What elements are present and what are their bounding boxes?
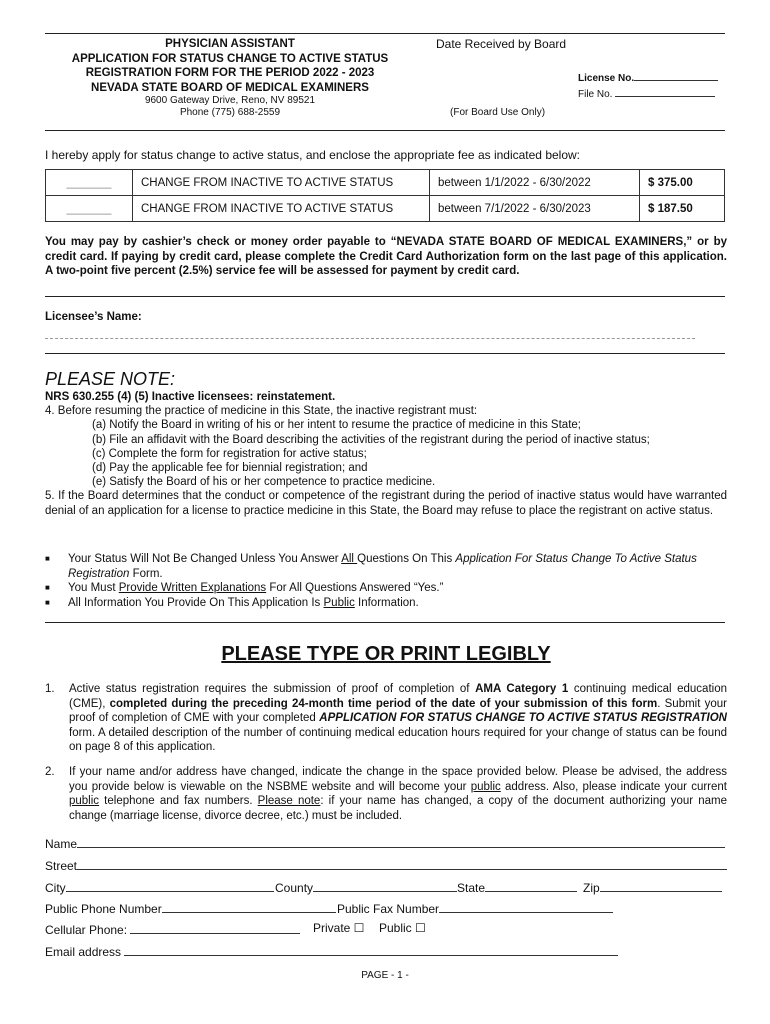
note-item-4: 4. Before resuming the practice of medicine in this State, the inactive registrant must: bbox=[45, 405, 478, 418]
board-use-only-note: (For Board Use Only) bbox=[450, 107, 546, 118]
bullet-square-icon: ■ bbox=[45, 583, 50, 592]
list-item: ■ You Must Provide Written Explanations For All Questions Answered “Yes.” bbox=[45, 582, 444, 594]
city-field[interactable]: City bbox=[45, 879, 274, 895]
date-received-label: Date Received by Board bbox=[436, 37, 567, 51]
fee-checkbox-blank[interactable]: _______ bbox=[46, 170, 133, 196]
zip-input[interactable] bbox=[600, 879, 722, 892]
list-item: ■ Your Status Will Not Be Changed Unless You Answer All Questions On This Application For Status Change To Active Status Registration Form. bbox=[45, 553, 697, 580]
county-input[interactable] bbox=[313, 879, 457, 892]
state-input[interactable] bbox=[485, 879, 577, 892]
print-legibly-title: PLEASE TYPE OR PRINT LEGIBLY bbox=[221, 643, 551, 665]
board-address: 9600 Gateway Drive, Reno, NV 89521 bbox=[144, 95, 316, 106]
header-title-line-4: NEVADA STATE BOARD OF MEDICAL EXAMINERS bbox=[91, 81, 369, 94]
name-field[interactable]: Name bbox=[45, 835, 725, 851]
form-header bbox=[45, 37, 415, 119]
cellular-phone-input[interactable] bbox=[130, 921, 300, 934]
public-checkbox[interactable]: Public ☐ bbox=[379, 921, 426, 935]
fee-row bbox=[46, 196, 725, 222]
note-subitem: (c) Complete the form for registration for active status; bbox=[92, 447, 367, 460]
fee-description: CHANGE FROM INACTIVE TO ACTIVE STATUS bbox=[133, 170, 430, 196]
instruction-item-1: 1. Active status registration requires the submission of proof of completion of AMA Category 1 continuing medical education (CME), completed during the preceding 24-month time period of the date of your submission of this form. Submit your proof of completion of CME with your completed APPLICATION FOR STATUS CHANGE TO ACTIVE STATUS REGISTRATION form. A detailed description of the number of continuing medical education hours required for your change of status can be found on page 8 of this application. bbox=[45, 683, 728, 753]
county-field[interactable]: County bbox=[275, 879, 457, 895]
header-title-line-3: REGISTRATION FORM FOR THE PERIOD 2022 - 2023 bbox=[85, 67, 375, 79]
list-item: ■ All Information You Provide On This Application Is Public Information. bbox=[45, 596, 419, 609]
apply-statement: I hereby apply for status change to active status, and enclose the appropriate fee as indicated below: bbox=[45, 148, 581, 162]
instruction-item-2: 2. If your name and/or address have changed, indicate the change in the space provided below. Please be advised, the address you provide below is viewable on the NSBME website and will become your public address. Also, please indicate your current public telephone and fax numbers. Please note: if your name has changed, a copy of the document authorizing your name change (marriage license, divorce decree, etc.) must be included. bbox=[45, 766, 727, 822]
note-subitem: (a) Notify the Board in writing of his or her intent to resume the practice of medicine in this State; bbox=[92, 419, 581, 432]
public-phone-field[interactable]: Public Phone Number bbox=[45, 900, 336, 916]
statute-reference: NRS 630.255 (4) (5) Inactive licensees: reinstatement. bbox=[45, 391, 336, 403]
private-checkbox[interactable]: Private ☐ bbox=[313, 921, 365, 935]
bullet-square-icon: ■ bbox=[45, 597, 50, 607]
public-fax-field[interactable]: Public Fax Number bbox=[337, 900, 613, 916]
top-rule bbox=[45, 33, 725, 34]
cellular-phone-field[interactable]: Cellular Phone: bbox=[45, 921, 300, 937]
please-note-body bbox=[45, 390, 727, 518]
header-bottom-rule bbox=[45, 130, 725, 131]
fee-checkbox-blank[interactable]: _______ bbox=[46, 196, 133, 222]
fee-amount: $ 375.00 bbox=[640, 170, 725, 196]
fee-description: CHANGE FROM INACTIVE TO ACTIVE STATUS bbox=[133, 196, 430, 222]
please-note-title: PLEASE NOTE: bbox=[45, 369, 176, 389]
zip-field[interactable]: Zip bbox=[583, 879, 722, 895]
fee-period: between 7/1/2022 - 6/30/2023 bbox=[430, 196, 640, 222]
bullet-list bbox=[45, 552, 735, 610]
payment-instructions: You may pay by cashier’s check or money order payable to “NEVADA STATE BOARD OF MEDICAL EXAMINERS,” or by credit card. If paying by credit card, please complete the Credit Card Authorization form on the last page of this application. A two-point five percent (2.5%) service fee will be assessed for payment by credit card. bbox=[45, 236, 727, 278]
file-no-label: File No. bbox=[578, 89, 613, 100]
header-title-line-1: PHYSICIAN ASSISTANT bbox=[165, 38, 295, 50]
page-number: PAGE - 1 - bbox=[361, 970, 409, 981]
note-subitem: (e) Satisfy the Board of his or her competence to practice medicine. bbox=[92, 476, 436, 489]
note-item-5: 5. If the Board determines that the conduct or competence of the registrant during the period of inactive status would have warranted denial of an application for a license to practice medicine in this State, the Board may refuse to place the registrant on active status. bbox=[45, 490, 727, 517]
street-field[interactable]: Street bbox=[45, 857, 727, 873]
name-input[interactable] bbox=[77, 835, 725, 848]
state-field[interactable]: State bbox=[457, 879, 577, 895]
fee-amount: $ 187.50 bbox=[640, 196, 725, 222]
rule bbox=[45, 296, 725, 297]
street-input[interactable] bbox=[77, 857, 727, 870]
email-input[interactable] bbox=[124, 943, 618, 956]
license-no-field[interactable] bbox=[578, 68, 718, 84]
board-phone: Phone (775) 688-2559 bbox=[179, 107, 281, 118]
header-title-line-2: APPLICATION FOR STATUS CHANGE TO ACTIVE STATUS bbox=[71, 52, 389, 65]
rule bbox=[45, 622, 725, 623]
license-no-label: License No. bbox=[578, 73, 635, 84]
fee-row bbox=[46, 170, 725, 196]
fee-period: between 1/1/2022 - 6/30/2022 bbox=[430, 170, 640, 196]
licensee-name-input[interactable] bbox=[45, 338, 695, 339]
city-input[interactable] bbox=[66, 879, 274, 892]
bullet-square-icon: ■ bbox=[45, 554, 50, 563]
rule bbox=[45, 353, 725, 354]
email-field[interactable]: Email address bbox=[45, 943, 618, 959]
public-fax-input[interactable] bbox=[439, 900, 613, 913]
licensee-name-label: Licensee’s Name: bbox=[45, 311, 142, 323]
note-subitem: (b) File an affidavit with the Board describing the activities of the registrant during the period of inactive status; bbox=[92, 433, 650, 446]
file-no-field[interactable] bbox=[578, 84, 715, 100]
public-phone-input[interactable] bbox=[162, 900, 336, 913]
fee-table bbox=[45, 169, 725, 222]
note-subitem: (d) Pay the applicable fee for biennial registration; and bbox=[92, 462, 368, 475]
